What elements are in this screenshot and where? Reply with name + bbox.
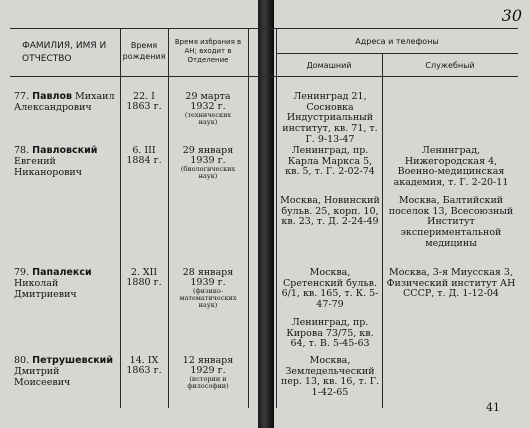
col-divider-4	[276, 28, 277, 408]
header-elected: Время избрания в АН; входит в Отделение	[174, 38, 242, 64]
entry-78-home: Ленинград, пр. Карла Маркса 5, кв. 5, т. Г. 2-02-74	[285, 145, 375, 178]
corner-mark: 30	[501, 6, 522, 25]
entry-80-name	[14, 356, 118, 389]
elected-division: (биологических наук)	[180, 164, 236, 180]
elected-date: 29 января	[182, 145, 234, 156]
col-divider-3	[248, 28, 249, 408]
entry-77-name	[14, 92, 118, 114]
col-divider-1	[120, 28, 121, 408]
entry-given-names: Дмитрий Моисеевич	[14, 365, 71, 388]
elected-date: 12 января	[182, 355, 234, 366]
entry-number: 77.	[14, 91, 30, 102]
entry-number: 79.	[14, 267, 30, 278]
col-divider-5	[382, 53, 383, 408]
entry-79-home-2: Ленинград, пр. Кирова 73/75, кв. 64, т. В. 5-45-63	[286, 317, 374, 350]
entry-given-names: Евгений Никанорович	[14, 155, 83, 178]
elected-year: 1929 г.	[190, 364, 226, 376]
entry-78-work: Ленинград, Нижегородская 4, Военно-медицинская академия, т. Г. 2-20-11	[393, 145, 509, 188]
elected-division: (физико-математических наук)	[179, 286, 237, 309]
elected-year: 1932 г.	[190, 100, 226, 112]
entry-surname: Павлов	[32, 91, 73, 102]
entry-number: 80.	[14, 355, 30, 366]
entry-given-names: Николай Дмитриевич	[14, 277, 77, 300]
birth-day: 2. XII	[130, 267, 158, 278]
elected-date: 28 января	[182, 267, 234, 278]
header-addresses: Адреса и телефоны	[355, 37, 439, 46]
address-subheader-rule	[276, 53, 518, 54]
header-bottom-rule	[10, 76, 518, 77]
header-work: Служебный	[425, 61, 475, 70]
birth-day: 22. I	[133, 91, 155, 102]
entry-given-names: Михаил Александрович	[14, 91, 115, 113]
entry-77-birth	[121, 92, 167, 112]
page-number: 41	[486, 401, 500, 414]
col-divider-2	[168, 28, 169, 408]
header-name: ФАМИЛИЯ, ИМЯ И ОТЧЕСТВО	[22, 41, 107, 64]
entry-80-home: Москва, Земледельческий пер. 13, кв. 16, т. Г. 1-42-65	[280, 355, 380, 398]
birth-year: 1863 г.	[126, 364, 162, 376]
entry-79-home: Москва, Сретенский бульв. 6/1, кв. 165, т. К. 5-47-79	[281, 267, 379, 310]
entry-surname: Папалекси	[32, 267, 92, 278]
elected-year: 1939 г.	[190, 276, 226, 288]
birth-day: 14. IX	[129, 355, 159, 366]
birth-year: 1863 г.	[126, 100, 162, 112]
elected-year: 1939 г.	[190, 154, 226, 166]
elected-division: (истории и философии)	[187, 374, 229, 390]
entry-80-birth	[121, 356, 167, 376]
entry-78-birth	[121, 146, 167, 166]
entry-79-name	[14, 268, 118, 301]
entry-77-elected	[170, 92, 246, 126]
entry-80-elected	[170, 356, 246, 390]
table-top-rule	[10, 28, 518, 29]
entry-79-work: Москва, 3-я Миусская 3, Физический институт АН СССР, т. Д. 1-12-04	[386, 267, 516, 300]
entry-surname: Павловский	[32, 145, 98, 156]
header-birth: Время рождения	[122, 41, 166, 62]
entry-79-elected	[170, 268, 246, 308]
entry-78-elected	[170, 146, 246, 180]
entry-78-home-2: Москва, Новинский бульв. 25, корп. 10, кв. 23, т. Д. 2-24-49	[280, 195, 380, 228]
entry-78-work-2: Москва, Балтийский поселок 13, Всесоюзный Институт экспериментальной медицины	[388, 195, 514, 249]
entry-number: 78.	[14, 145, 30, 156]
elected-division: (технических наук)	[184, 110, 232, 126]
entry-79-birth	[121, 268, 167, 288]
birth-day: 6. III	[132, 145, 156, 156]
entry-surname: Петрушевский	[32, 355, 113, 366]
book-gutter	[258, 0, 274, 428]
header-home: Домашний	[306, 61, 352, 70]
elected-date: 29 марта	[185, 91, 231, 102]
entry-78-name	[14, 146, 118, 179]
birth-year: 1880 г.	[126, 276, 162, 288]
birth-year: 1884 г.	[126, 154, 162, 166]
entry-77-home: Ленинград 21, Сосновка Индустриальный институт, кв. 71, т. Г. 9-13-47	[282, 91, 378, 145]
